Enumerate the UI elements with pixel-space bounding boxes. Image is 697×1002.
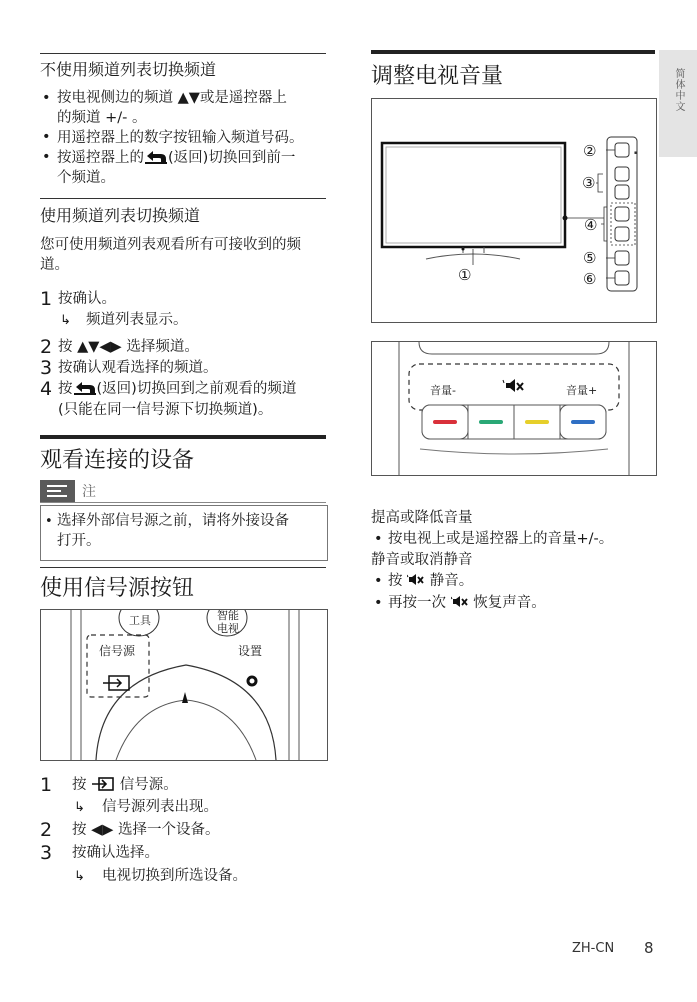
bullet-dot: • [374,573,383,589]
language-tab-label: 简体中文 [673,68,684,112]
note-text: 选择外部信号源之前，请将外接设备 [57,513,289,529]
mute-icon [407,573,425,586]
back-icon [144,150,168,164]
bullet-text: 的频道 +/- 。 [57,110,147,126]
tv-illustration [372,99,656,322]
result-arrow-icon: ↳ [60,313,71,328]
callout-2: ② [583,142,597,160]
yellow-key [525,420,549,424]
sub-heading: 静音或取消静音 [371,552,473,568]
red-key [433,420,457,424]
step-number: 2 [40,819,53,841]
bullet-dot: • [42,129,51,145]
step-text: (只能在同一信号源下切换频道)。 [58,402,273,418]
section-rule [40,567,326,568]
smart-tv-label: 电视 [217,622,239,635]
bullet-text: 按遥控器上的 (返回)切换回到前一 [57,150,296,166]
note-label: 注 [82,484,96,500]
section-title-volume: 调整电视音量 [371,64,504,89]
result-arrow-icon: ↳ [74,800,85,815]
callout-4: ④ [584,216,598,234]
step-number: 1 [40,774,53,796]
bullet-dot: • [42,90,51,106]
intro-text: 道。 [40,257,69,273]
bullet-dot: • [374,531,383,547]
callout-3: ③ [582,174,596,192]
section-rule [40,198,326,199]
section-title-connected: 观看连接的设备 [40,448,195,473]
step-text: 按确认。 [58,291,116,307]
remote-volume-illustration [372,342,656,475]
green-key [479,420,503,424]
step-number: 2 [40,336,53,358]
step-number: 1 [40,288,53,310]
sub-heading: 提高或降低音量 [371,510,473,526]
note-text: 打开。 [57,533,101,549]
section-rule-thick [371,50,655,54]
page-number: 8 [644,939,654,957]
section-title-no-list: 不使用频道列表切换频道 [40,60,217,79]
section-title-source: 使用信号源按钮 [40,576,195,601]
result-arrow-icon: ↳ [74,869,85,884]
bullet-text: 按电视侧边的频道 ▲▼或是遥控器上 [57,90,287,106]
tools-button-label: 工具 [129,614,151,627]
step-number: 3 [40,357,53,379]
bullet-dot: • [45,514,53,529]
step-text: 按确认观看选择的频道。 [58,360,218,376]
step-result: 电视切换到所选设备。 [102,868,247,884]
callout-6: ⑥ [583,270,597,288]
bullet-text: 再按一次 恢复声音。 [388,595,546,611]
back-icon [73,381,97,395]
mute-icon [451,595,469,608]
footer-language: ZH-CN [572,941,615,956]
svg-text:▪: ▪ [634,150,638,156]
step-text: 按 (返回)切换回到之前观看的频道 [58,381,297,397]
remote-volume-figure [371,341,657,476]
step-number: 3 [40,842,53,864]
remote-illustration [41,610,327,760]
step-result: 频道列表显示。 [86,312,188,328]
bullet-text: 按 静音。 [388,573,474,589]
bullet-text: 用遥控器上的数字按钮输入频道号码。 [57,130,304,146]
section-title-list: 使用频道列表切换频道 [40,206,201,225]
remote-source-figure [40,609,328,761]
note-rule [40,502,326,503]
mute-icon [503,379,523,392]
bullet-dot: • [42,149,51,165]
note-icon [40,480,75,502]
settings-button-label: 设置 [238,644,263,658]
blue-key [571,420,595,424]
smart-tv-label: 智能 [217,609,239,622]
step-text: 按 ▲▼◀▶ 选择频道。 [58,339,199,355]
bullet-text: 按电视上或是遥控器上的音量+/-。 [388,531,614,547]
volume-down-label: 音量- [430,384,456,397]
source-button-label: 信号源 [99,644,136,658]
language-tab [659,50,697,157]
tv-figure [371,98,657,323]
volume-up-label: 音量+ [566,384,598,397]
source-icon [91,777,115,791]
step-text: 按 信号源。 [72,777,178,793]
bullet-dot: • [374,595,383,611]
bullet-text: 个频道。 [57,170,115,186]
step-result: 信号源列表出现。 [102,799,218,815]
callout-1: ① [458,266,472,284]
callout-5: ⑤ [583,249,597,267]
step-text: 按 ◀▶ 选择一个设备。 [72,822,220,838]
section-rule [40,53,326,54]
step-text: 按确认选择。 [72,845,159,861]
section-rule-thick [40,435,326,439]
intro-text: 您可使用频道列表观看所有可接收到的频 [40,237,301,253]
step-number: 4 [40,378,53,400]
